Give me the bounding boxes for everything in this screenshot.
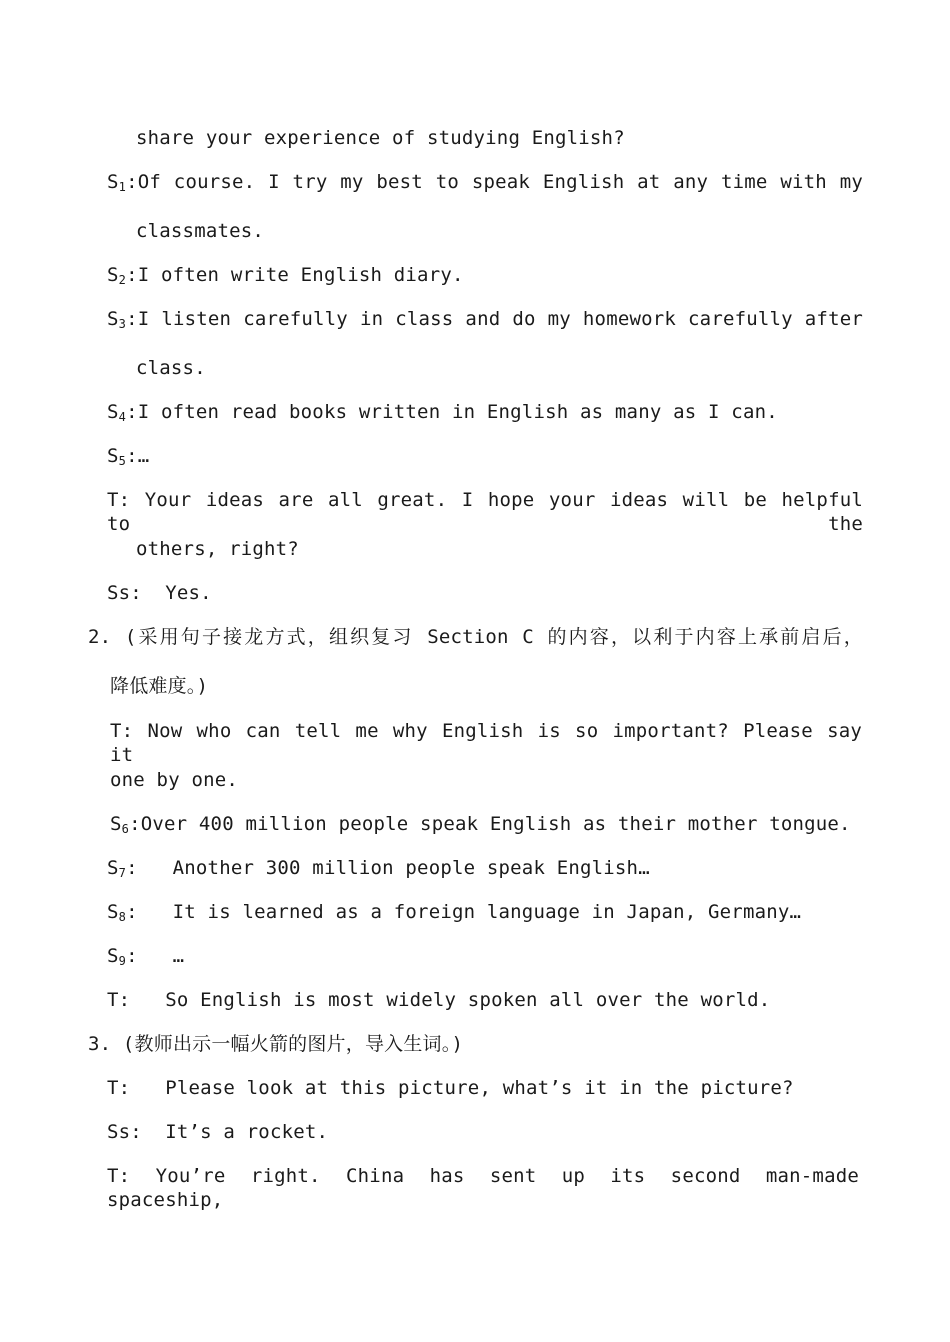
- text-line: $S_1:Of$ course. I try my best to speak English at any time with my: [107, 171, 863, 194]
- text-line: $S_8$: It is learned as a foreign language in Japan, Germany…: [107, 901, 802, 924]
- text-line: others, right?: [136, 538, 299, 560]
- text-line: T: So English is most widely spoken all over the world.: [107, 989, 771, 1011]
- text-line: T: Now who can tell me why English is so important? Please say it: [110, 720, 862, 766]
- text-line: $S_6:Over$ 400 million people speak English as their mother tongue.: [110, 813, 851, 836]
- speaker: $S_5$: [107, 445, 127, 468]
- text-line: $S_3:I$ listen carefully in class and do my homework carefully after: [107, 308, 863, 331]
- speaker: $S_3$: [107, 308, 127, 331]
- text-line: Ss: It’s a rocket.: [107, 1121, 329, 1143]
- text-line: $S_2:I$ often write English diary.: [107, 264, 464, 287]
- text-line: T: Your ideas are all great. I hope your ideas will be helpful to the: [107, 489, 863, 535]
- text-line: $S_4:I$ often read books written in English as many as I can.: [107, 401, 778, 424]
- text-line: Ss: Yes.: [107, 582, 212, 604]
- text-line: classmates.: [136, 220, 265, 242]
- text-line: $S_5:\dots$: [107, 445, 150, 468]
- speaker: $S_1$: [107, 171, 127, 194]
- section-heading: 2. (采用句子接龙方式，组织复习 Section C 的内容，以利于内容上承前启后，: [88, 626, 863, 648]
- section-heading-cont: 降低难度。): [110, 675, 209, 697]
- speaker: $S_8$: [107, 901, 127, 924]
- section-heading: 3. (教师出示一幅火箭的图片，导入生词。): [88, 1033, 464, 1055]
- text-line: $S_7$: Another 300 million people speak English…: [107, 857, 650, 880]
- text-line: one by one.: [110, 769, 239, 791]
- text-line: T: You’re right. China has sent up its second man-made spaceship,: [107, 1165, 859, 1211]
- text-line: T: Please look at this picture, what’s it in the picture?: [107, 1077, 794, 1099]
- speaker: $S_6$: [110, 813, 130, 836]
- speaker: $S_4$: [107, 401, 127, 424]
- speaker: $S_9$: [107, 945, 127, 968]
- text-line: class.: [136, 357, 206, 379]
- text-line: $S_9$: …: [107, 945, 185, 968]
- speaker: $S_2$: [107, 264, 127, 287]
- speaker: $S_7$: [107, 857, 127, 880]
- text-line: share your experience of studying English?: [136, 127, 625, 149]
